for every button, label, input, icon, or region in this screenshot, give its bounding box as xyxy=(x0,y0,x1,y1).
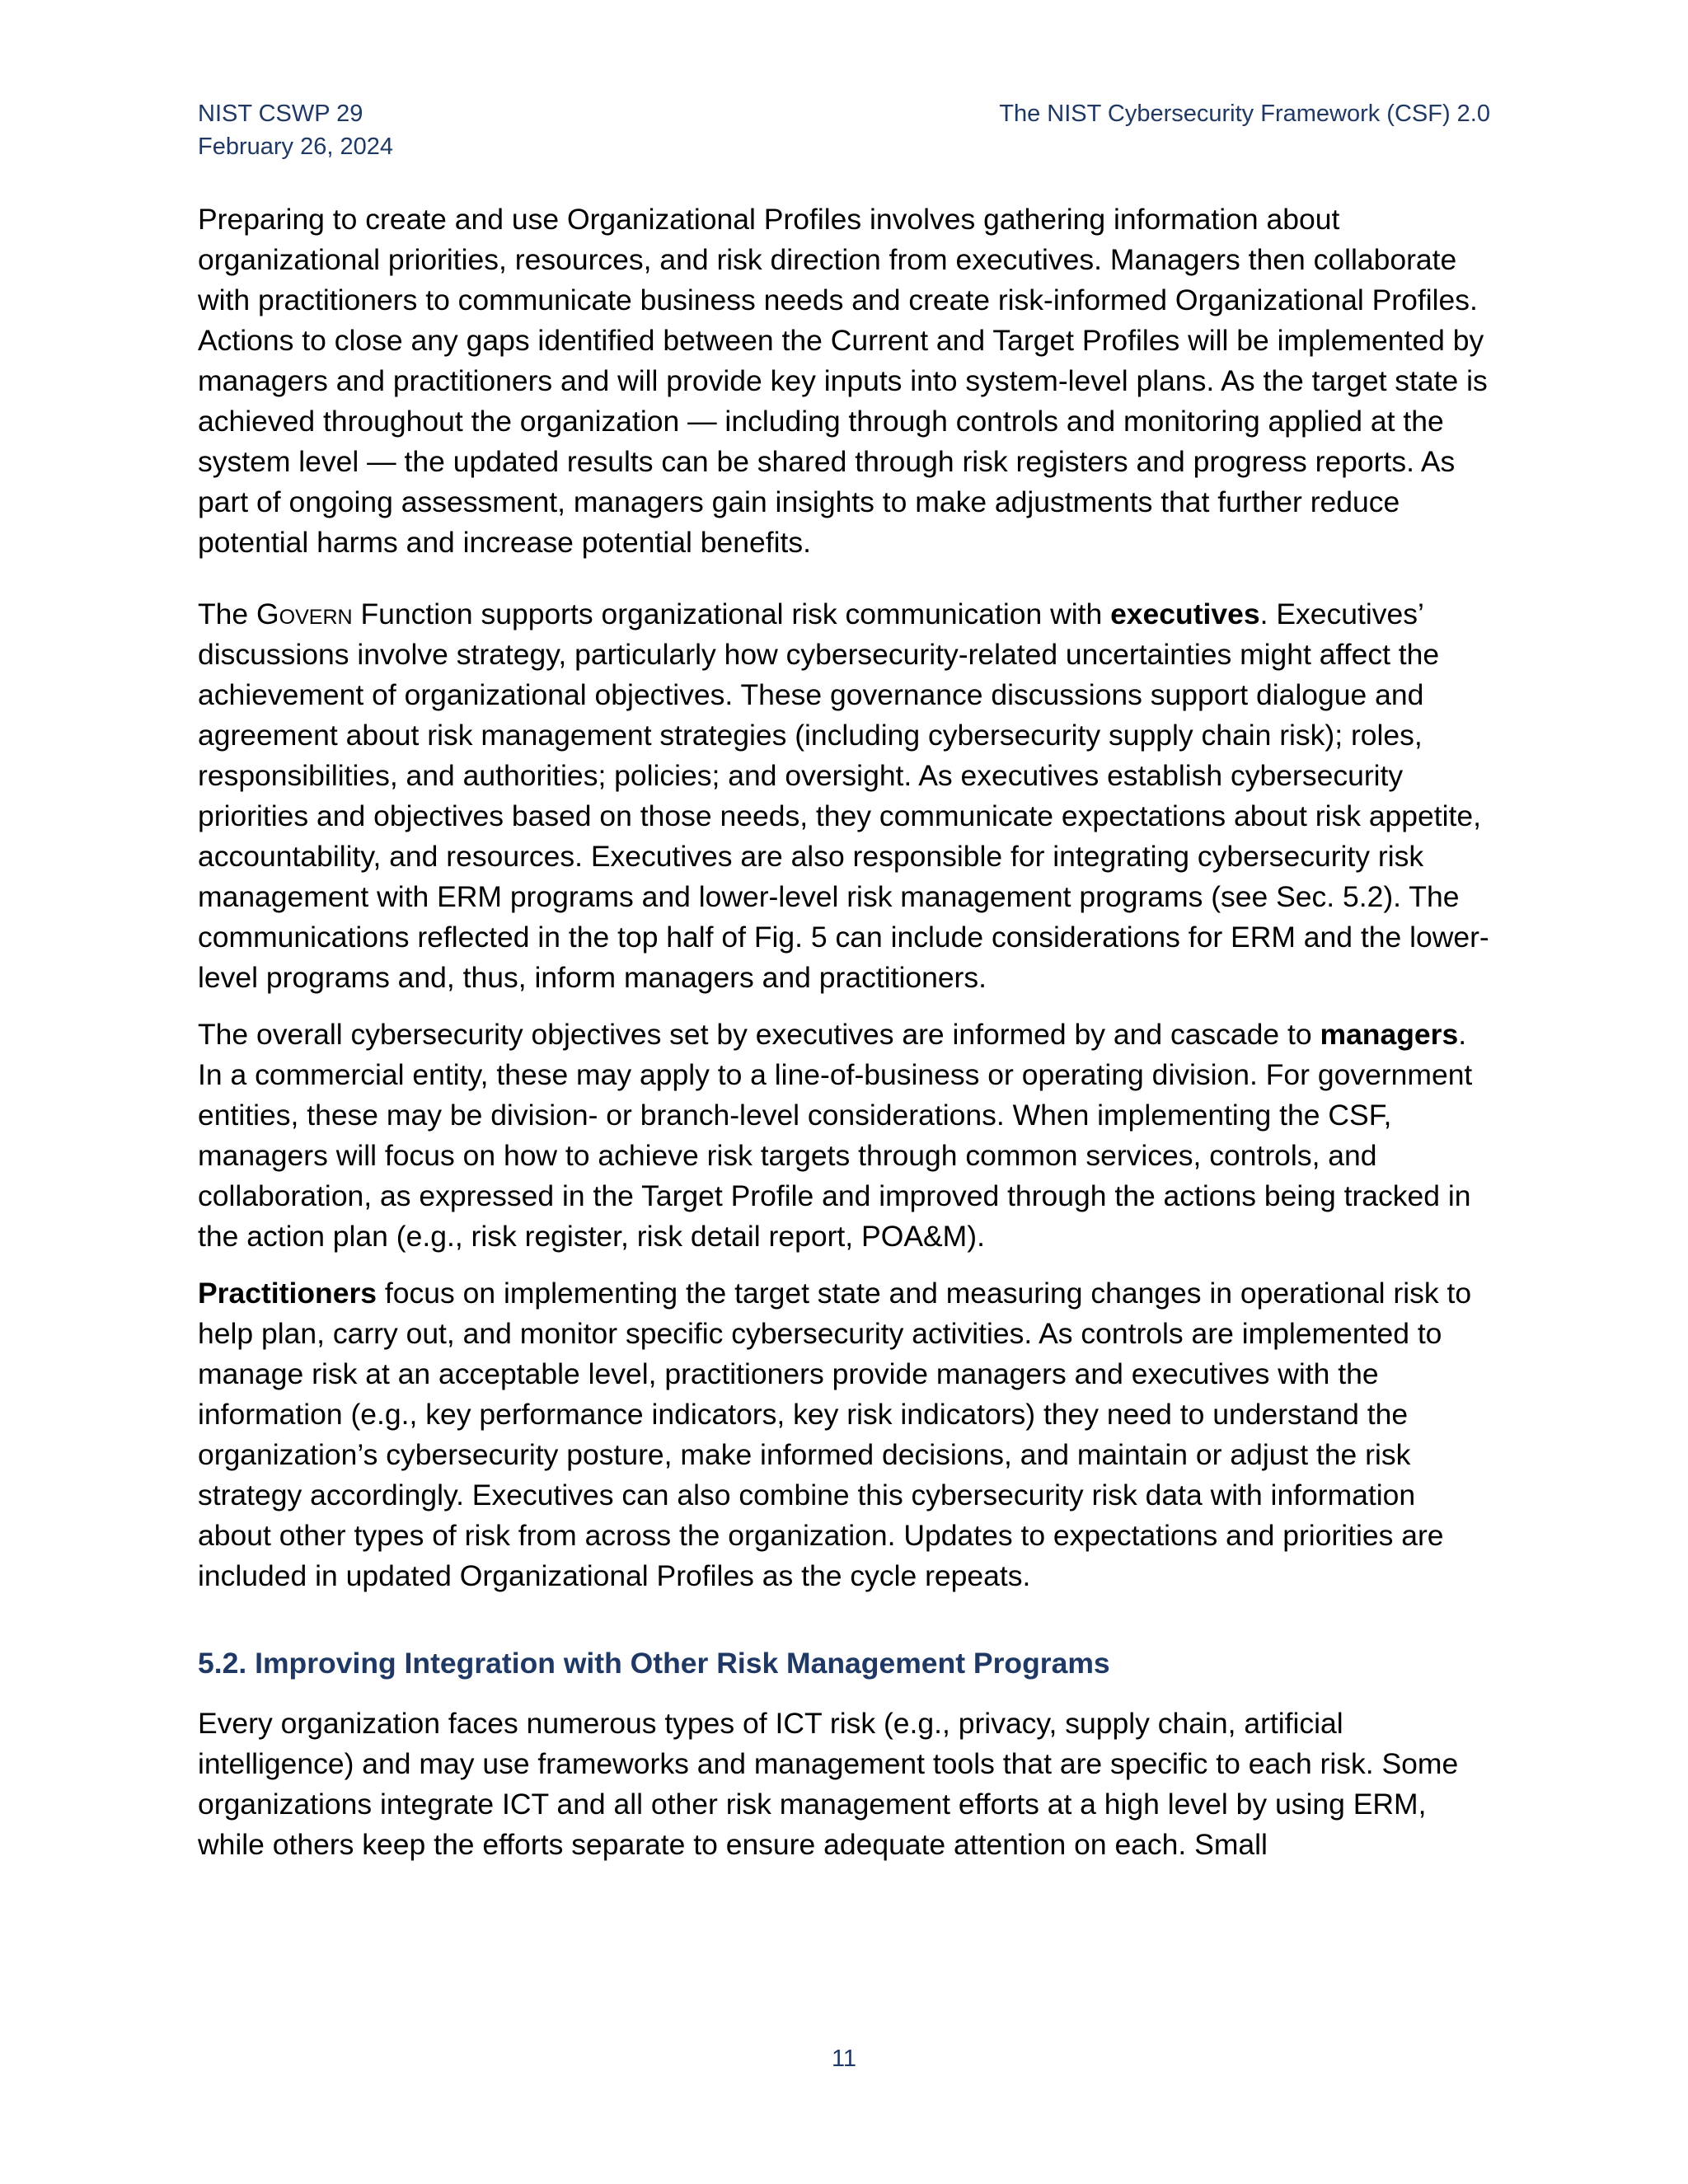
doc-date: February 26, 2024 xyxy=(198,134,393,160)
p3-prefix: The overall cybersecurity objectives set by executives are informed by and cascade to xyxy=(198,1018,1320,1051)
executives-term: executives xyxy=(1110,598,1260,630)
govern-function-name: Govern xyxy=(256,598,353,630)
section-number: 5.2. xyxy=(198,1647,247,1680)
header-left xyxy=(198,97,393,163)
paragraph-practitioners xyxy=(198,1273,1490,1596)
managers-term: managers xyxy=(1320,1018,1459,1051)
practitioners-term: Practitioners xyxy=(198,1277,377,1310)
p3-rest: . In a commercial entity, these may apply to a line-of-business or operating division. For government entities, these may be division- or branch-level considerations. When implementing the CSF, managers will focus on how to achieve risk targets through common services, controls, and collaboration, as expressed in the Target Profile and improved through the actions being tracked in the action plan (e.g., risk register, risk detail report, POA&M). xyxy=(198,1018,1473,1253)
section-heading xyxy=(198,1643,1490,1684)
paragraph-ict-risk: Every organization faces numerous types of ICT risk (e.g., privacy, supply chain, artificial intelligence) and may use frameworks and management tools that are specific to each risk. Some organizations integrate ICT and all other risk management efforts at a high level by using ERM, while others keep the efforts separate to ensure adequate attention on each. Small xyxy=(198,1707,1459,1861)
doc-title: The NIST Cybersecurity Framework (CSF) 2.0 xyxy=(999,101,1490,127)
body-text xyxy=(198,199,1490,1882)
p4-rest: focus on implementing the target state and measuring changes in operational risk to help plan, carry out, and monitor specific cybersecurity activities. As controls are implemented to manage risk at an acceptable level, practitioners provide managers and executives with the information (e.g., key performance indicators, key risk indicators) they need to understand the organization’s cybersecurity posture, make informed decisions, and maintain or adjust the risk strategy accordingly. Executives can also combine this cybersecurity risk data with information about other types of risk from across the organization. Updates to expectations and priorities are included in updated Organizational Profiles as the cycle repeats. xyxy=(198,1277,1472,1592)
p2-prefix: The xyxy=(198,598,257,630)
paragraph-profiles: Preparing to create and use Organizational Profiles involves gathering information about organizational priorities, resources, and risk direction from executives. Managers then collaborate with practitioners to communicate business needs and create risk-informed Organizational Profiles. Actions to close any gaps identified between the Current and Target Profiles will be implemented by managers and practitioners and will provide key inputs into system-level plans. As the target state is achieved throughout the organization — including through controls and monitoring applied at the system level — the updated results can be shared through risk registers and progress reports. As part of ongoing assessment, managers gain insights to make adjustments that further reduce potential harms and increase potential benefits. xyxy=(198,203,1488,559)
p2-rest: . Executives’ discussions involve strategy, particularly how cybersecurity-related uncertainties might affect the achievement of organizational objectives. These governance discussions support dialogue and agreement about risk management strategies (including cybersecurity supply chain risk); roles, responsibilities, and authorities; policies; and oversight. As executives establish cybersecurity priorities and objectives based on those needs, they communicate expectations about risk appetite, accountability, and resources. Executives are also responsible for integrating cybersecurity risk management with ERM programs and lower-level risk management programs (see Sec. 5.2). The communications reflected in the top half of Fig. 5 can include considerations for ERM and the lower-level programs and, thus, inform managers and practitioners. xyxy=(198,598,1489,994)
paragraph-managers xyxy=(198,1015,1490,1257)
paragraph-executives xyxy=(198,594,1490,998)
section-title: Improving Integration with Other Risk Management Programs xyxy=(255,1647,1110,1680)
doc-id: NIST CSWP 29 xyxy=(198,101,363,127)
page-number: 11 xyxy=(831,2046,857,2072)
p2-mid: Function supports organizational risk communication with xyxy=(352,598,1111,630)
